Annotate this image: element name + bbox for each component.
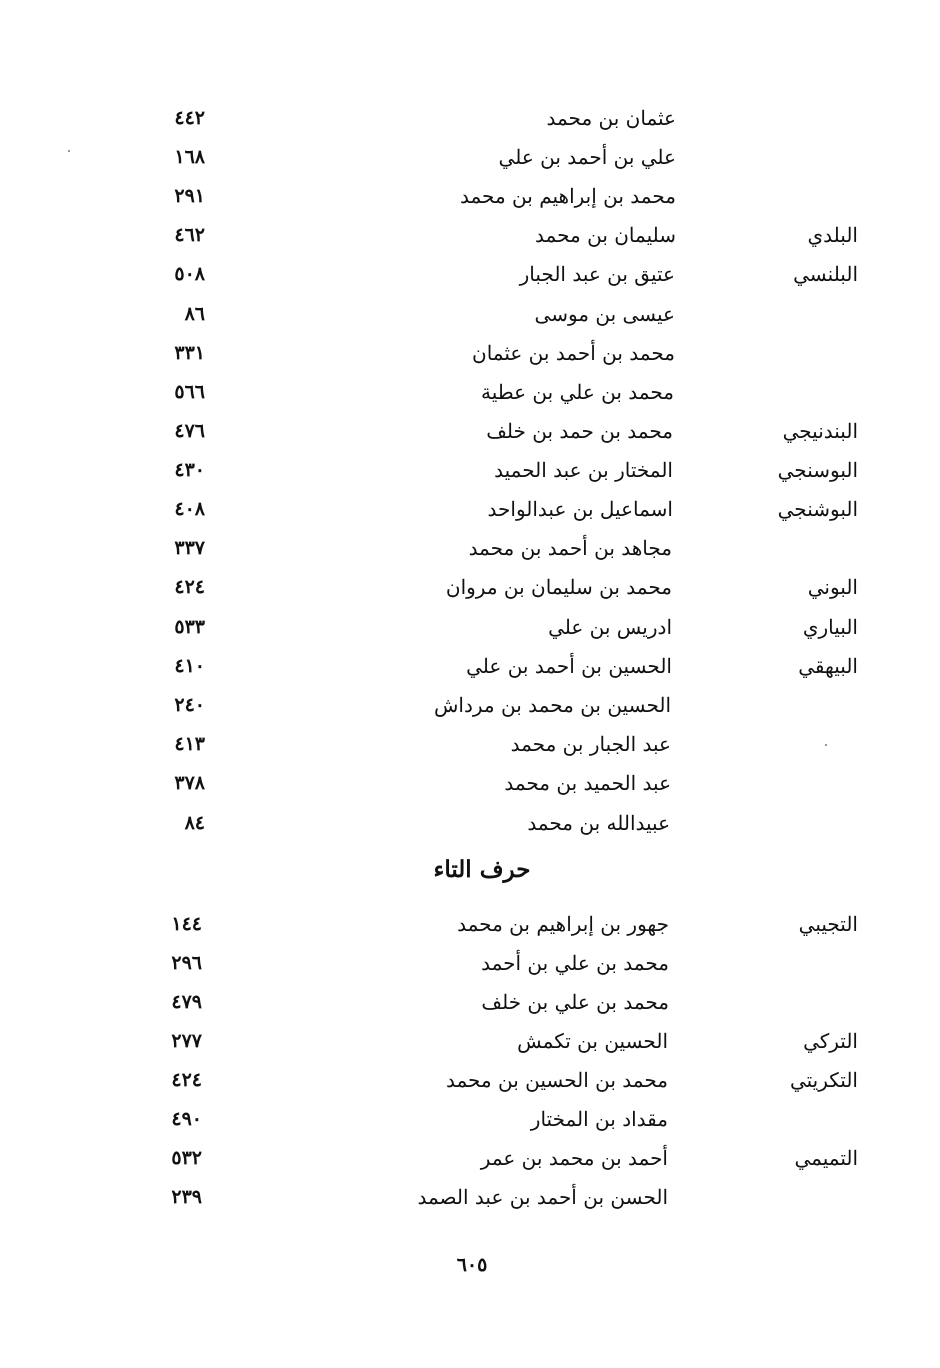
page-reference: ٤٤٢ [174, 107, 205, 129]
person-name: الحسين بن أحمد بن علي [466, 654, 672, 678]
person-name: محمد بن علي بن عطية [480, 380, 674, 404]
index-entry [0, 649, 940, 683]
person-name: الحسن بن أحمد بن عبد الصمد [417, 1185, 668, 1209]
nisba-label: البوني [807, 575, 858, 599]
person-name: ادريس بن علي [548, 615, 672, 639]
index-entry [0, 336, 940, 370]
page-number: ٦٠٥ [456, 1254, 488, 1276]
person-name: مقداد بن المختار [530, 1107, 668, 1131]
page-reference: ٥٠٨ [174, 263, 205, 285]
page-reference: ٤٦٢ [174, 224, 205, 246]
page-reference: ١٦٨ [174, 146, 205, 168]
nisba-label: البلنسي [793, 262, 858, 286]
index-entry [0, 297, 940, 331]
page-reference: ٤٧٩ [171, 991, 202, 1013]
person-name: عثمان بن محمد [546, 106, 676, 130]
person-name: مجاهد بن أحمد بن محمد [468, 536, 672, 560]
page-reference: ٣٣٧ [174, 537, 205, 559]
page-reference: ٢٣٩ [171, 1186, 202, 1208]
index-entry [0, 375, 940, 409]
nisba-label: البيهقي [798, 654, 858, 678]
nisba-label: البوشنجي [777, 497, 858, 521]
index-entry [0, 492, 940, 526]
index-entry [0, 179, 940, 213]
page-reference: ٤٣٠ [174, 459, 205, 481]
page-reference: ٤٧٦ [174, 420, 205, 442]
index-entry [0, 140, 940, 174]
page-reference: ٨٤ [184, 812, 205, 834]
index-entry [0, 570, 940, 604]
person-name: عيسى بن موسى [534, 302, 675, 326]
person-name: الحسين بن محمد بن مرداش [434, 693, 671, 717]
page-reference: ٤٢٤ [171, 1069, 202, 1091]
scan-speck [825, 744, 827, 746]
page-reference: ١٤٤ [171, 913, 202, 935]
index-entry [0, 727, 940, 761]
page-number-footer [0, 1254, 940, 1276]
page-reference: ٢٩١ [174, 185, 205, 207]
person-name: محمد بن سليمان بن مروان [445, 575, 672, 599]
index-entry [0, 1063, 940, 1097]
person-name: عتيق بن عبد الجبار [519, 262, 675, 286]
index-entry [0, 531, 940, 565]
index-entry [0, 1102, 940, 1136]
nisba-label: البوسنجي [777, 458, 858, 482]
page-reference: ٥٣٣ [174, 616, 205, 638]
nisba-label: البلدي [807, 223, 858, 247]
nisba-label: التجيبي [798, 912, 858, 936]
page-reference: ٨٦ [184, 303, 205, 325]
page-reference: ٣٧٨ [174, 772, 205, 794]
page-reference: ٤٩٠ [171, 1108, 202, 1130]
index-entry [0, 610, 940, 644]
person-name: محمد بن إبراهيم بن محمد [460, 184, 676, 208]
nisba-label: التركي [803, 1029, 858, 1053]
page-reference: ٤٢٤ [174, 576, 205, 598]
scan-speck [68, 150, 70, 152]
index-entry [0, 907, 940, 941]
index-entry [0, 257, 940, 291]
nisba-label: البياري [802, 615, 858, 639]
index-entry [0, 1024, 940, 1058]
person-name: محمد بن علي بن خلف [481, 990, 669, 1014]
page-reference: ٥٦٦ [174, 381, 205, 403]
page-reference: ٢٧٧ [171, 1030, 202, 1052]
section-heading [0, 856, 940, 883]
page-reference: ٢٩٦ [171, 952, 202, 974]
nisba-label: البندنيجي [782, 419, 858, 443]
person-name: سليمان بن محمد [535, 223, 676, 247]
page-reference: ٣٣١ [174, 342, 205, 364]
index-entry [0, 806, 940, 840]
person-name: علي بن أحمد بن علي [498, 145, 676, 169]
page-reference: ٤٠٨ [174, 498, 205, 520]
page-reference: ٤١٠ [174, 655, 205, 677]
index-entry [0, 985, 940, 1019]
person-name: اسماعيل بن عبدالواحد [487, 497, 673, 521]
page-reference: ٢٤٠ [174, 694, 205, 716]
page-reference: ٥٣٢ [171, 1147, 202, 1169]
nisba-label: التكريتي [789, 1068, 858, 1092]
person-name: عبد الحميد بن محمد [504, 771, 671, 795]
index-entry [0, 1180, 940, 1214]
page-reference: ٤١٣ [174, 733, 205, 755]
index-entry [0, 414, 940, 448]
index-entry [0, 218, 940, 252]
index-entry [0, 766, 940, 800]
index-entry [0, 1141, 940, 1175]
index-entry [0, 453, 940, 487]
person-name: محمد بن حمد بن خلف [486, 419, 673, 443]
index-entry [0, 946, 940, 980]
person-name: أحمد بن محمد بن عمر [480, 1146, 668, 1170]
index-entry [0, 688, 940, 722]
person-name: محمد بن الحسين بن محمد [445, 1068, 668, 1092]
person-name: الحسين بن تكمش [517, 1029, 668, 1053]
person-name: محمد بن أحمد بن عثمان [472, 341, 675, 365]
person-name: عبد الجبار بن محمد [510, 732, 671, 756]
person-name: المختار بن عبد الحميد [494, 458, 673, 482]
nisba-label: التميمي [794, 1146, 858, 1170]
person-name: عبيدالله بن محمد [527, 811, 670, 835]
person-name: جهور بن إبراهيم بن محمد [457, 912, 669, 936]
index-entry [0, 101, 940, 135]
section-heading-text: حرف التاء [433, 856, 531, 883]
person-name: محمد بن علي بن أحمد [481, 951, 669, 975]
